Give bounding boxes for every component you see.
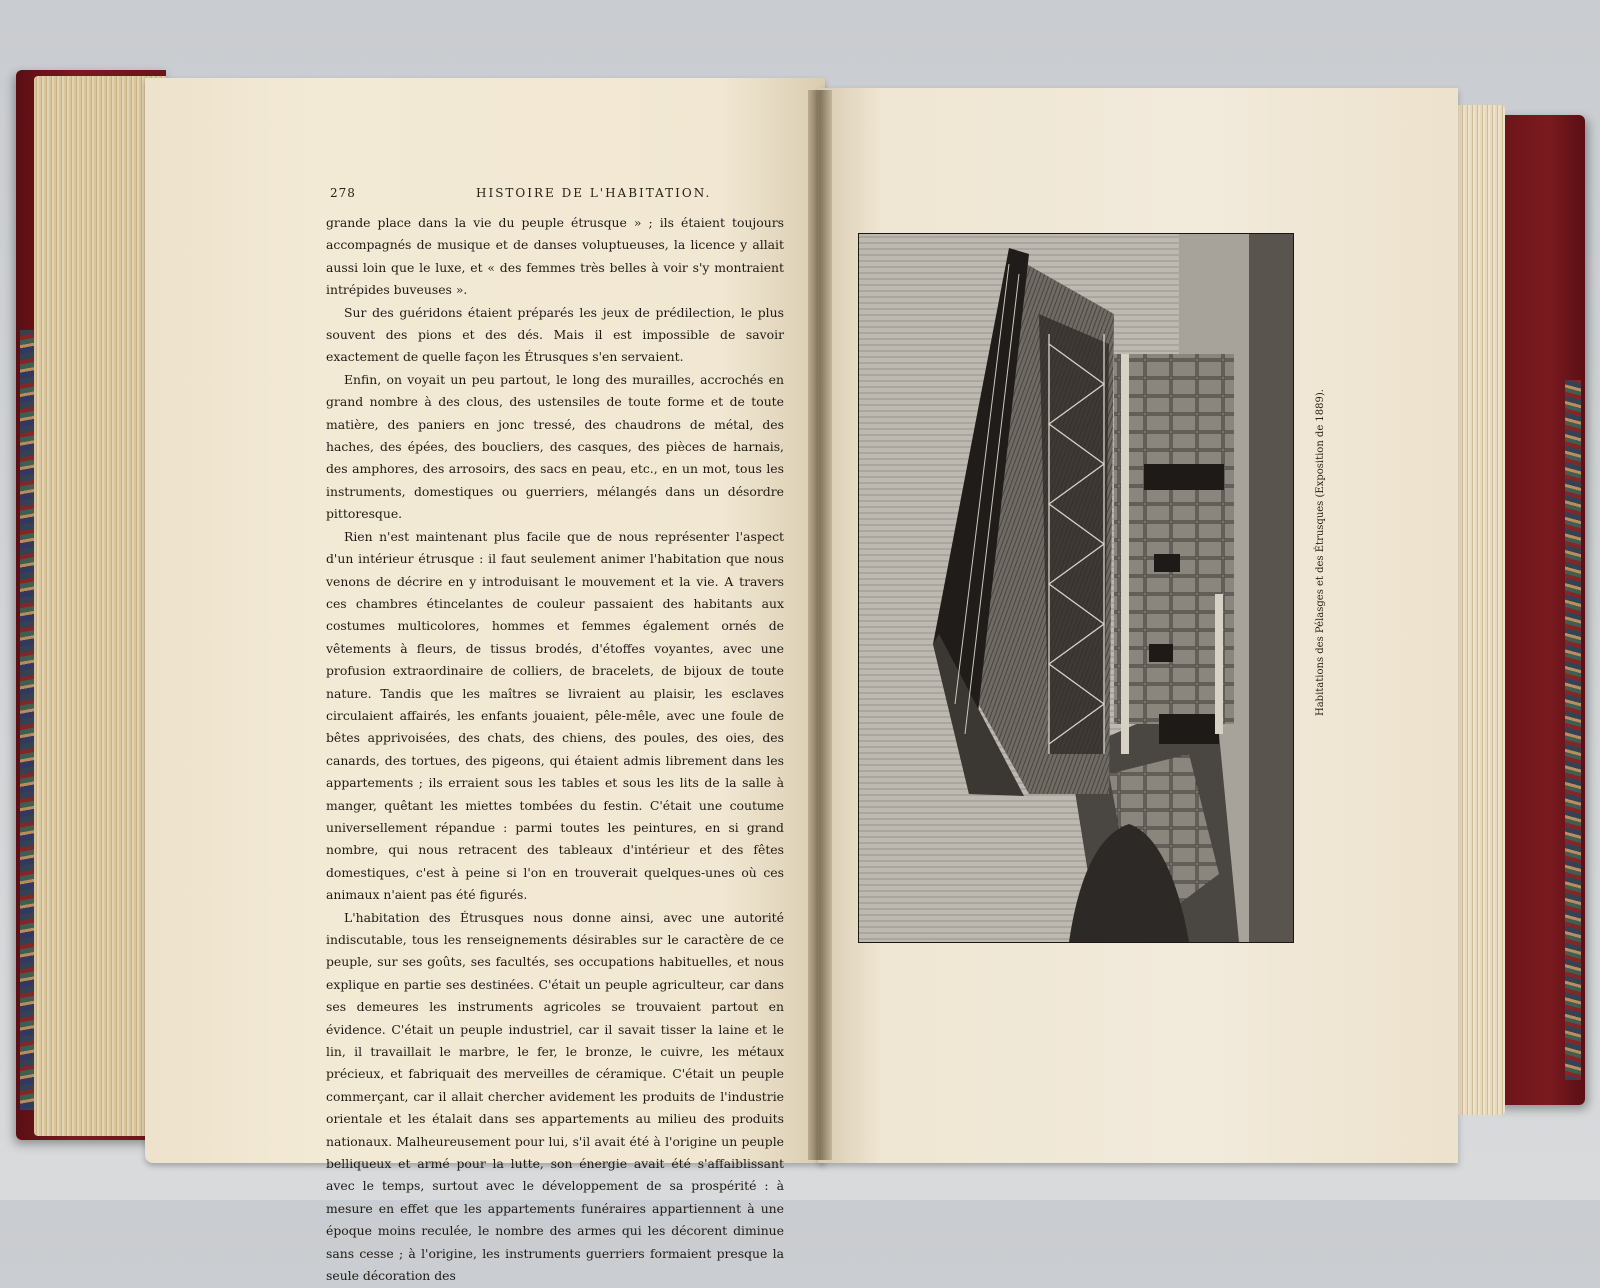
engraving-plate <box>858 233 1294 943</box>
running-head <box>330 186 800 206</box>
paragraph: L'habitation des Étrusques nous donne ainsi, avec une autorité indiscutable, tous les renseignements désirables sur le caractère de ce peuple, sur ses goûts, ses facultés, ses occupations habituelles, et nous explique en partie ses destinées. C'était un peuple agriculteur, car dans ses demeures les instruments agricoles se trouvaient partout en évidence. C'était un peuple industriel, car il savait tisser la laine et le lin, il travaillait le marbre, le fer, le bronze, le cuivre, les métaux précieux, et fabriquait des merveilles de céramique. C'était un peuple commerçant, car il allait chercher avidement les produits de l'industrie orientale et les étalait dans ses appartements au milieu des produits nationaux. Malheureusement pour lui, s'il avait été à l'origine un peuple belliqueux et armé pour la lutte, son énergie avait été s'affaiblissant avec le temps, surtout avec le développement de sa prospérité : à mesure en effet que les appartements funéraires appartiennent à une époque moins reculée, le nombre des armes qui les décorent diminue sans cesse ; à l'origine, les instruments guerriers formaient presque la seule décoration des <box>326 909 784 1284</box>
paragraph: Rien n'est maintenant plus facile que de nous représenter l'aspect d'un intérieur étrusque : il faut seulement animer l'habitation que nous venons de décrire en y introduisant le mouvement et la vie. A travers ces chambres étincelantes de couleur passaient des habitants aux costumes multicolores, hommes et femmes également ornés de vêtements à fleurs, de tissus brodés, d'étoffes voyantes, avec une profusion extraordinaire de colliers, de bracelets, de bijoux de toute nature. Tandis que les maîtres se livraient au plaisir, les esclaves circulaient affairés, les enfants jouaient, pêle-mêle, avec une foule de bêtes apprivoisées, des chats, des chiens, des poules, des oies, des canards, des tortues, des pigeons, qui étaient admis librement dans les appartements ; ils erraient sous les tables et sous les lits de la salle à manger, quêtant les miettes tombées du festin. C'était une coutume universellement répandue : parmi toutes les peintures, en si grand nombre, qui nous retracent des tableaux d'intérieur et des fêtes domestiques, c'est à peine si l'on en trouverait quelques-unes où ces animaux n'aient pas été figurés. <box>326 528 784 903</box>
body-text <box>326 212 784 1284</box>
book-gutter <box>808 90 832 1160</box>
running-title: HISTOIRE DE L'HABITATION. <box>476 186 712 200</box>
plate-caption-text: Habitations des Pélasges et des Étrusques (Exposition de 1889). <box>1315 389 1326 716</box>
paragraph: Enfin, on voyait un peu partout, le long des murailles, accrochés en grand nombre à des clous, des ustensiles de toute forme et de toute matière, des paniers en jonc tressé, des chaudrons de métal, des haches, des épées, des boucliers, des casques, des pièces de harnais, des amphores, des arrosoirs, des sacs en peau, etc., en un mot, tous les instruments, domestiques ou guerriers, mélangés dans un désordre pittoresque. <box>326 371 784 522</box>
page-number: 278 <box>330 186 356 200</box>
paragraph: grande place dans la vie du peuple étrusque » ; ils étaient toujours accompagnés de musique et de danses voluptueuses, la licence y allait aussi loin que le luxe, et « des femmes très belles à voir s'y montraient intrépides buveuses ». <box>326 215 784 298</box>
house-engraving <box>859 234 1293 942</box>
plate-caption <box>1303 389 1326 722</box>
marbled-edge-right <box>1565 380 1581 1080</box>
paragraph: Sur des guéridons étaient préparés les jeux de prédilection, le plus souvent des pions et des dés. Mais il est impossible de savoir exactement de quelle façon les Étrusques s'en servaient. <box>326 304 784 365</box>
